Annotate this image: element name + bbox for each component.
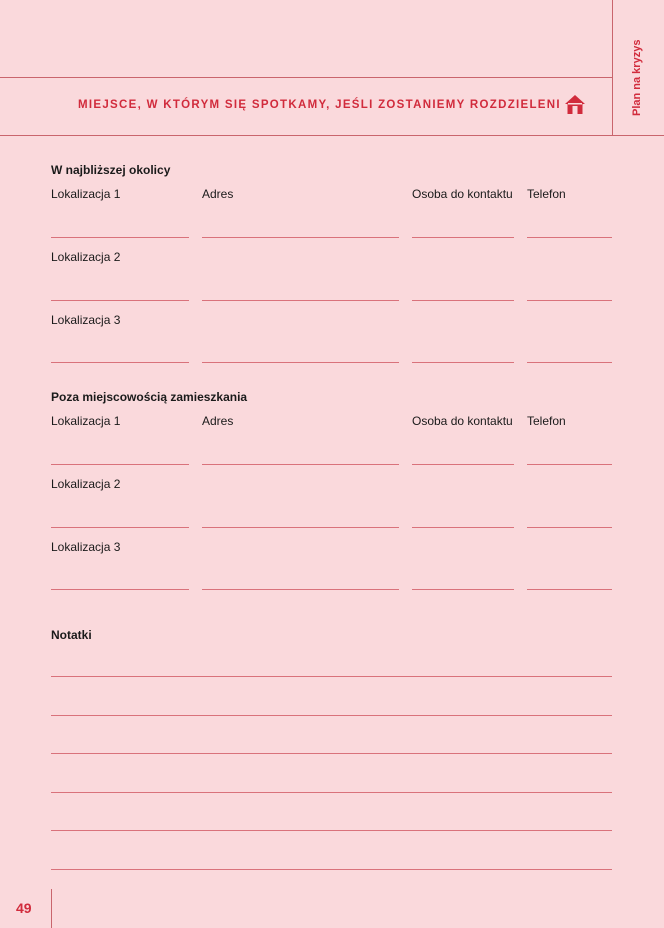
section-nearby-title: W najbliższej okolicy [51,163,171,177]
field-contact-1[interactable] [412,237,514,238]
field-phone-1[interactable] [527,237,612,238]
column-header-location-2: Lokalizacja 1 [51,414,121,428]
field-contact-3[interactable] [412,362,514,363]
header-bottom-rule [0,135,664,136]
page-number: 49 [16,900,32,916]
field-outside-phone-3[interactable] [527,589,612,590]
field-phone-2[interactable] [527,300,612,301]
notes-line[interactable] [51,869,612,870]
field-outside-contact-3[interactable] [412,589,514,590]
house-icon [564,94,586,115]
row-label-location-3: Lokalizacja 3 [51,313,121,327]
field-location-2[interactable] [51,300,189,301]
header-top-rule [0,77,612,78]
field-outside-location-2[interactable] [51,527,189,528]
notes-line[interactable] [51,830,612,831]
field-contact-2[interactable] [412,300,514,301]
notes-line[interactable] [51,792,612,793]
row-label-outside-location-2: Lokalizacja 2 [51,477,121,491]
notes-line[interactable] [51,753,612,754]
field-address-3[interactable] [202,362,399,363]
row-label-outside-location-3: Lokalizacja 3 [51,540,121,554]
notes-line[interactable] [51,715,612,716]
column-header-contact: Osoba do kontaktu [412,187,513,201]
field-outside-phone-1[interactable] [527,464,612,465]
field-location-3[interactable] [51,362,189,363]
row-label-location-2: Lokalizacja 2 [51,250,121,264]
field-outside-address-1[interactable] [202,464,399,465]
column-header-phone-2: Telefon [527,414,566,428]
field-outside-location-1[interactable] [51,464,189,465]
page-title: MIEJSCE, W KTÓRYM SIĘ SPOTKAMY, JEŚLI ZOSTANIEMY ROZDZIELENI [78,99,561,111]
footer-divider [51,889,52,928]
column-header-address: Adres [202,187,234,201]
column-header-location: Lokalizacja 1 [51,187,121,201]
field-phone-3[interactable] [527,362,612,363]
notes-title: Notatki [51,628,92,642]
field-address-1[interactable] [202,237,399,238]
field-outside-contact-2[interactable] [412,527,514,528]
field-outside-address-2[interactable] [202,527,399,528]
column-header-phone: Telefon [527,187,566,201]
field-outside-location-3[interactable] [51,589,189,590]
column-header-contact-2: Osoba do kontaktu [412,414,513,428]
field-outside-contact-1[interactable] [412,464,514,465]
field-outside-phone-2[interactable] [527,527,612,528]
notes-line[interactable] [51,676,612,677]
field-location-1[interactable] [51,237,189,238]
field-outside-address-3[interactable] [202,589,399,590]
side-tab-divider [612,0,613,136]
column-header-address-2: Adres [202,414,234,428]
section-outside-title: Poza miejscowością zamieszkania [51,390,248,404]
field-address-2[interactable] [202,300,399,301]
side-tab-label: Plan na kryzys [631,39,643,116]
